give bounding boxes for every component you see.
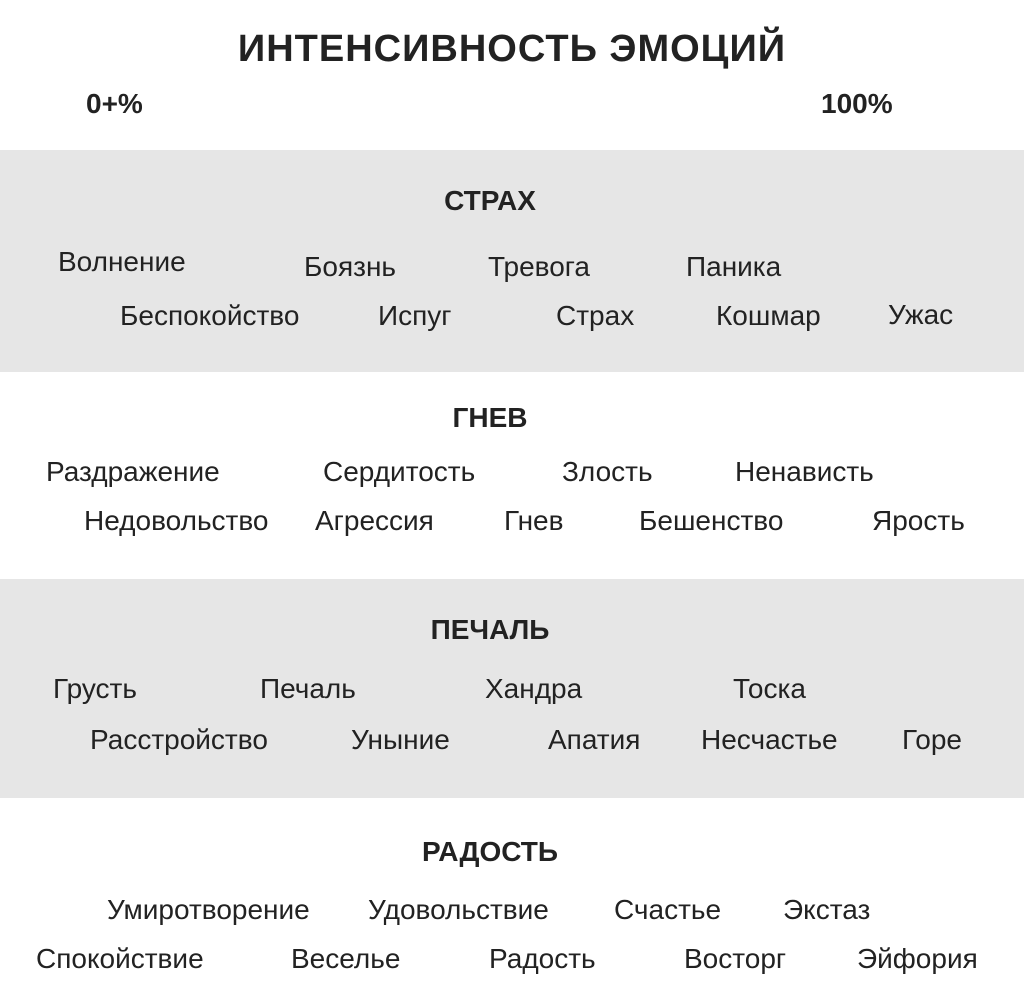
emotion-word: Апатия — [548, 724, 641, 755]
group-anger — [0, 372, 1024, 579]
emotion-word: Боязнь — [304, 251, 396, 282]
emotion-word: Кошмар — [716, 300, 821, 331]
emotion-word: Ненависть — [735, 456, 874, 487]
emotion-word: Бешенство — [639, 505, 784, 536]
emotion-word: Раздражение — [46, 456, 220, 487]
emotion-word: Радость — [489, 943, 596, 974]
emotion-word: Эйфория — [857, 943, 978, 974]
emotion-word: Экстаз — [783, 894, 871, 925]
group-sadness — [0, 579, 1024, 798]
group-title: ГНЕВ — [452, 402, 528, 433]
emotion-word: Ужас — [888, 299, 954, 330]
emotion-word: Злость — [562, 456, 653, 487]
emotion-word: Спокойствие — [36, 943, 204, 974]
scale-min-label: 0+% — [86, 88, 143, 119]
emotion-word: Счастье — [614, 894, 722, 925]
emotion-word: Веселье — [291, 943, 401, 974]
emotion-word: Умиротворение — [107, 894, 310, 925]
scale-max-label: 100% — [821, 88, 893, 119]
emotion-word: Уныние — [351, 724, 450, 755]
group-title: ПЕЧАЛЬ — [430, 614, 550, 645]
emotion-word: Тревога — [488, 251, 590, 282]
emotion-word: Хандра — [485, 673, 583, 704]
group-title: РАДОСТЬ — [422, 836, 558, 867]
emotion-word: Грусть — [53, 673, 137, 704]
emotion-word: Волнение — [58, 246, 186, 277]
emotion-word: Страх — [556, 300, 635, 331]
group-fear — [0, 150, 1024, 372]
emotion-word: Сердитость — [323, 456, 476, 487]
emotion-word: Агрессия — [315, 505, 434, 536]
emotion-word: Гнев — [504, 505, 564, 536]
emotion-word: Расстройство — [90, 724, 268, 755]
emotion-word: Паника — [686, 251, 782, 282]
emotion-word: Ярость — [872, 505, 965, 536]
group-title: СТРАХ — [444, 185, 536, 216]
emotion-word: Восторг — [684, 943, 787, 974]
emotion-word: Тоска — [733, 673, 806, 704]
emotion-word: Несчастье — [701, 724, 838, 755]
emotion-word: Печаль — [260, 673, 356, 704]
emotion-word: Испуг — [378, 300, 452, 331]
group-joy — [0, 798, 1024, 1000]
emotion-word: Беспокойство — [120, 300, 300, 331]
emotion-word: Горе — [902, 724, 963, 755]
emotion-word: Удовольствие — [368, 894, 549, 925]
emotion-word: Недовольство — [84, 505, 269, 536]
page-title: ИНТЕНСИВНОСТЬ ЭМОЦИЙ — [237, 28, 787, 70]
